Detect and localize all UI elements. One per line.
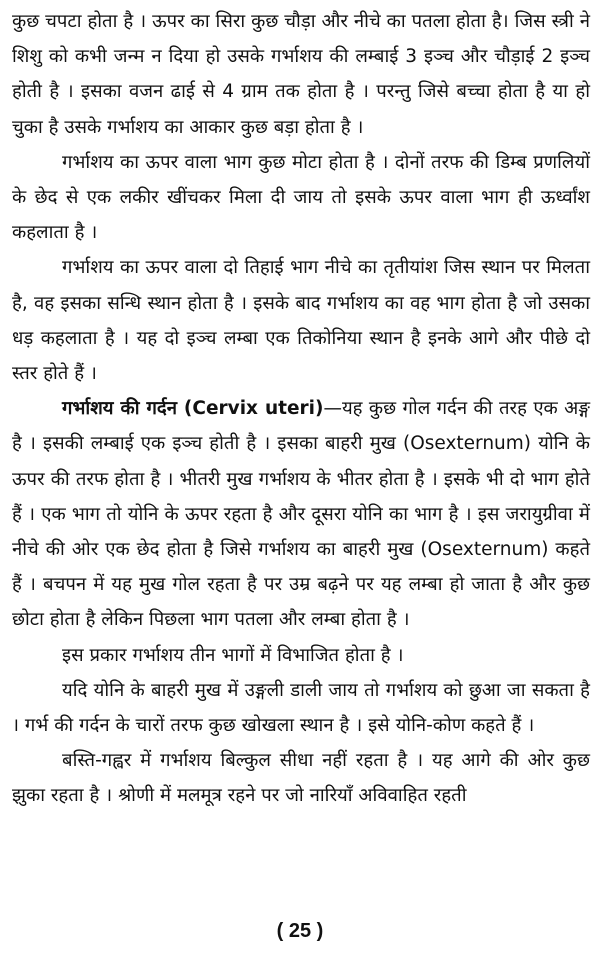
paragraph-vaginal-fornix: यदि योनि के बाहरी मुख में उङ्गली डाली जाय तो गर्भाशय को छुआ जा सकता है । गर्भ की गर्दन के चारों तरफ कुछ खोखला स्थान है । इसे योनि-कोण कहते हैं । [12,679,590,737]
paragraph-pelvic-position: बस्ति-गह्वर में गर्भाशय बिल्कुल सीधा नहीं रहता है । यह आगे की ओर कुछ झुका रहता है । श्रोणी में मलमूत्र रहने पर जो नारियाँ अविवाहित रहती [12,750,590,807]
paragraph-uterus-shape: कुछ चपटा होता है । ऊपर का सिरा कुछ चौड़ा और नीचे का पतला होता है। जिस स्त्री ने शिशु को कभी जन्म न दिया हो उसके गर्भाशय की लम्बाई 3 इञ्च और चौड़ाई 2 इञ्च होती है । इसका वजन ढाई से 4 ग्राम तक होता है । परन्तु जिसे बच्चा होता है या हो चुका है उसके गर्भाशय का आकार कुछ बड़ा होता है । [12,11,590,138]
paragraph-junction: गर्भाशय का ऊपर वाला दो तिहाई भाग नीचे का तृतीयांश जिस स्थान पर मिलता है, वह इसका सन्धि स्थान होता है । इसके बाद गर्भाशय का वह भाग होता है जो उसका धड़ कहलाता है । यह दो इञ्च लम्बा एक तिकोनिया स्थान है इनके आगे और पीछे दो स्तर होते हैं । [12,257,590,385]
page-number: ( 25 ) [276,920,324,942]
cervix-text: —यह कुछ गोल गर्दन की तरह एक अङ्ग है । इसकी लम्बाई एक इञ्च होती है । इसका बाहरी मुख (Osexternum) योनि के ऊपर की तरफ होता है । भीतरी मुख गर्भाशय के भीतर होता है । इसके भी दो भाग होते हैं । एक भाग तो योनि के ऊपर रहता है और दूसरा योनि का भाग है । इस जरायुग्रीवा में नीचे की ओर एक छेद होता है जिसे गर्भाशय का बाहरी मुख (Osexternum) कहते हैं । बचपन में यह मुख गोल रहता है पर उम्र बढ़ने पर यह लम्बा हो जाता है और कुछ छोटा होता है लेकिन पिछला भाग पतला और लम्बा होता है । [12,398,591,631]
paragraph-three-parts: इस प्रकार गर्भाशय तीन भागों में विभाजित होता है । [62,644,404,666]
page-body [12,4,590,814]
cervix-heading: गर्भाशय की गर्दन (Cervix uteri) [62,398,324,420]
paragraph-upper-part: गर्भाशय का ऊपर वाला भाग कुछ मोटा होता है । दोनों तरफ की डिम्ब प्रणलियों के छेद से एक लकीर खींचकर मिला दी जाय तो इसके ऊपर वाला भाग ही ऊर्ध्वांश कहलाता है । [12,151,590,244]
paragraph-cervix [12,391,590,637]
